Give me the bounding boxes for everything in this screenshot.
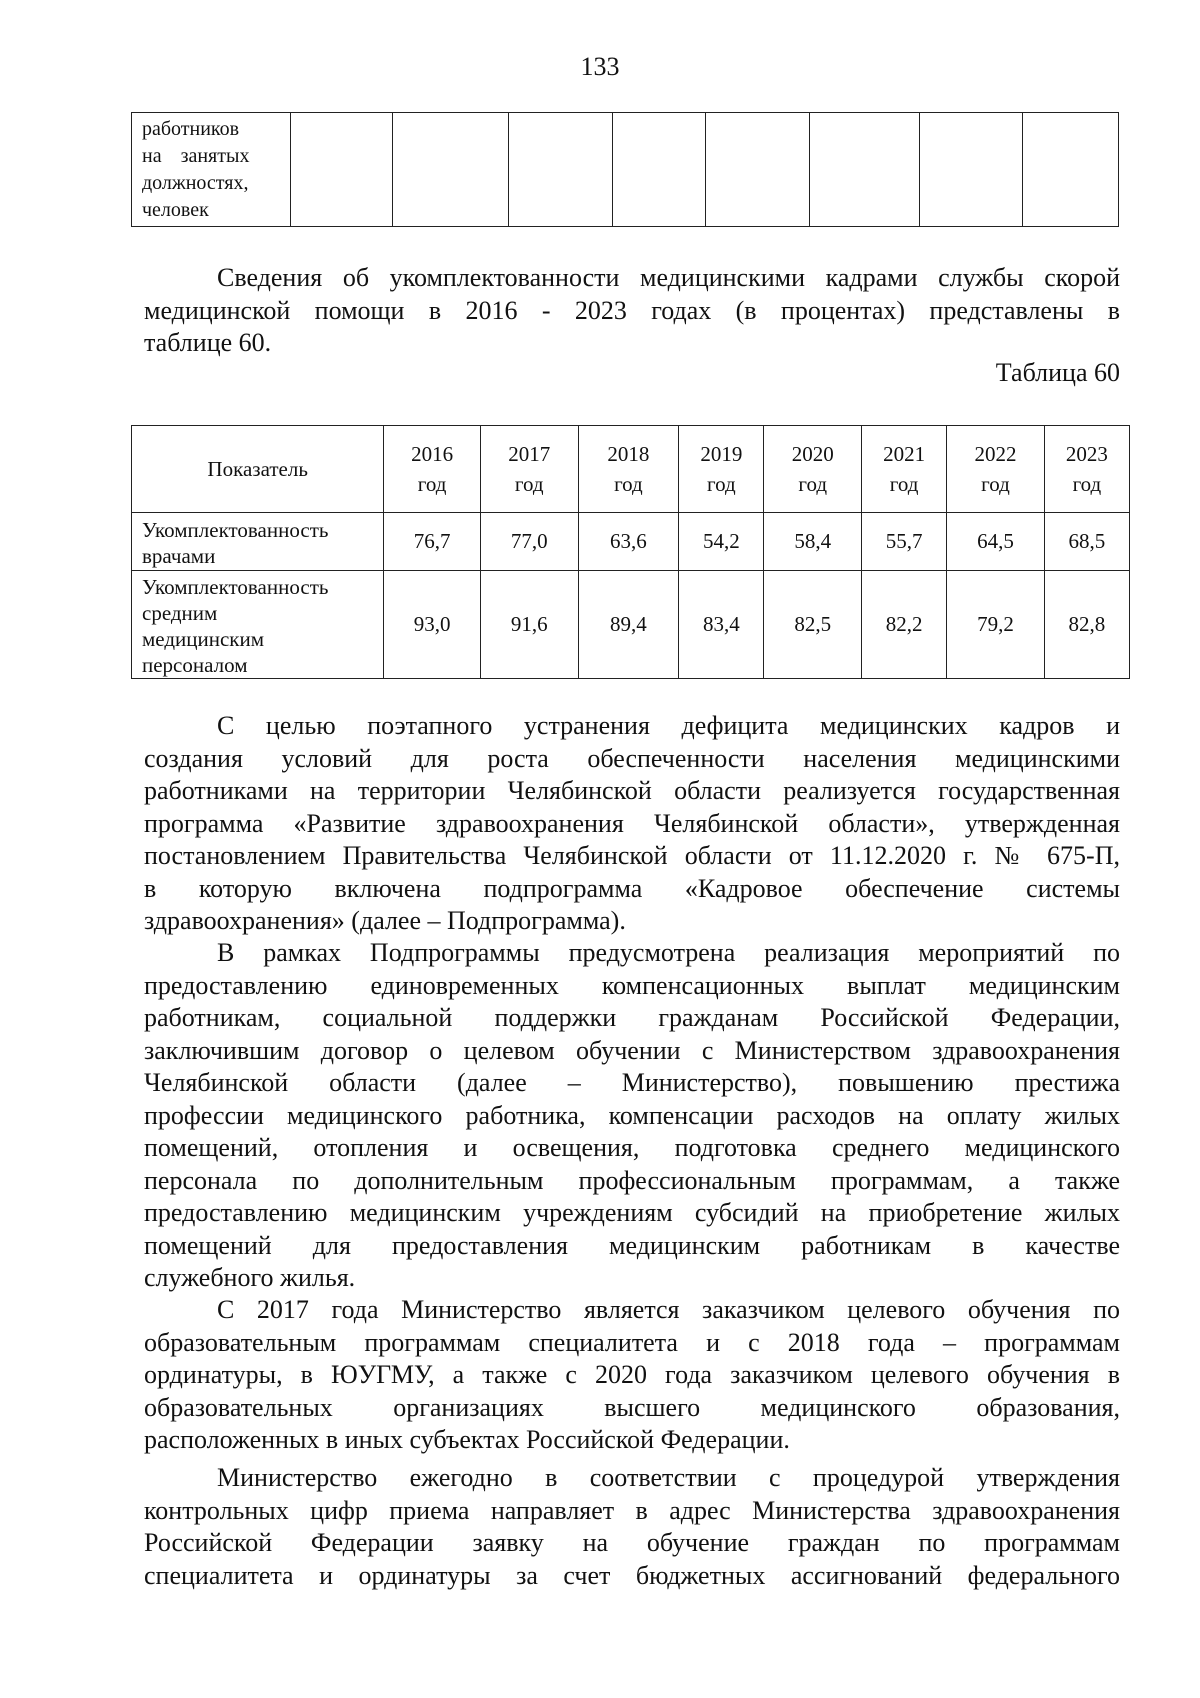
text-line: персонала по дополнительным профессиональным программам, а также	[144, 1165, 1120, 1195]
text-line: предоставлению медицинским учреждениям субсидий на приобретение жилых	[144, 1198, 1120, 1227]
header-year: 2023 год	[1044, 426, 1129, 513]
header-year: 2019 год	[679, 426, 764, 513]
value-cell: 54,2	[679, 513, 764, 571]
header-year: 2021 год	[862, 426, 947, 513]
value-cell: 82,5	[764, 571, 862, 679]
table-cell	[508, 113, 612, 227]
staffing-table	[131, 425, 1130, 679]
label-line: человек	[142, 199, 209, 221]
value-cell: 89,4	[578, 571, 679, 679]
text-line: Челябинской области (далее – Министерство), повышению престижа	[144, 1068, 1120, 1097]
table-row	[132, 513, 1130, 571]
table-cell	[920, 113, 1023, 227]
header-year: 2018 год	[578, 426, 679, 513]
intro-paragraph	[144, 262, 1120, 360]
text-line: постановлением Правительства Челябинской области от 11.12.2020 г. № 675-П,	[144, 841, 1120, 870]
text-line: Российской Федерации заявку на обучение граждан по программам	[144, 1528, 1120, 1557]
continued-table	[131, 112, 1119, 227]
header-year: 2020 год	[764, 426, 862, 513]
body-paragraph	[144, 710, 1120, 938]
label-line: на занятых	[142, 145, 250, 167]
table-cell	[706, 113, 810, 227]
text-line: работникам, социальной поддержки гражданам Российской Федерации,	[144, 1003, 1120, 1032]
text-line: Сведения об укомплектованности медицинскими кадрами службы скорой	[217, 263, 1120, 292]
table-cell	[612, 113, 706, 227]
text-line: помещений, отопления и освещения, подготовка среднего медицинского	[144, 1133, 1120, 1162]
indicator-cell: Укомплектованность средним медицинским персоналом	[132, 571, 384, 679]
value-cell: 58,4	[764, 513, 862, 571]
text-line: здравоохранения» (далее – Подпрограмма).	[144, 906, 626, 935]
indicator-cell: Укомплектованность врачами	[132, 513, 384, 571]
text-line: предоставлению единовременных компенсационных выплат медицинским	[144, 970, 1120, 1000]
value-cell: 82,2	[862, 571, 947, 679]
text-line: таблице 60.	[144, 328, 272, 357]
page-number: 133	[580, 52, 620, 81]
text-line: служебного жилья.	[144, 1263, 356, 1292]
table-cell	[810, 113, 920, 227]
text-line: С целью поэтапного устранения дефицита медицинских кадров и	[217, 711, 1120, 740]
text-line: контрольных цифр приема направляет в адрес Министерства здравоохранения	[144, 1495, 1120, 1525]
value-cell: 76,7	[384, 513, 481, 571]
table-header-row	[132, 426, 1130, 513]
text-line: С 2017 года Министерство является заказчиком целевого обучения по	[217, 1295, 1120, 1324]
value-cell: 77,0	[480, 513, 578, 571]
text-line: Министерство ежегодно в соответствии с процедурой утверждения	[217, 1463, 1120, 1492]
header-year: 2016 год	[384, 426, 481, 513]
text-line: создания условий для роста обеспеченности населения медицинскими	[144, 743, 1120, 773]
header-indicator: Показатель	[132, 426, 384, 513]
row-label-cell	[132, 113, 291, 227]
text-line: программа «Развитие здравоохранения Челябинской области», утвержденная	[144, 808, 1120, 838]
value-cell: 63,6	[578, 513, 679, 571]
text-line: заключившим договор о целевом обучении с Министерством здравоохранения	[144, 1035, 1120, 1065]
table-cell	[1022, 113, 1118, 227]
value-cell: 82,8	[1044, 571, 1129, 679]
body-paragraph	[144, 1294, 1120, 1457]
body-paragraph	[144, 937, 1120, 1295]
value-cell: 68,5	[1044, 513, 1129, 571]
text-line: специалитета и ординатуры за счет бюджетных ассигнований федерального	[144, 1560, 1120, 1590]
text-line: образовательных организациях высшего медицинского образования,	[144, 1392, 1120, 1422]
value-cell: 64,5	[947, 513, 1045, 571]
table-cell	[393, 113, 509, 227]
text-line: работниками на территории Челябинской области реализуется государственная	[144, 776, 1120, 805]
value-cell: 93,0	[384, 571, 481, 679]
header-year: 2017 год	[480, 426, 578, 513]
body-paragraph	[144, 1462, 1120, 1592]
table-caption: Таблица 60	[995, 358, 1120, 387]
text-line: образовательным программам специалитета и с 2018 года – программам	[144, 1327, 1120, 1357]
text-line: ординатуры, в ЮУГМУ, а также с 2020 года заказчиком целевого обучения в	[144, 1360, 1120, 1389]
text-line: помещений для предоставления медицинским работникам в качестве	[144, 1230, 1120, 1260]
label-line: должностях,	[142, 172, 249, 194]
text-line: расположенных в иных субъектах Российской Федерации.	[144, 1425, 790, 1454]
text-line: профессии медицинского работника, компенсации расходов на оплату жилых	[144, 1100, 1120, 1130]
label-line: работников	[142, 118, 240, 140]
value-cell: 91,6	[480, 571, 578, 679]
table-cell	[290, 113, 393, 227]
value-cell: 83,4	[679, 571, 764, 679]
value-cell: 79,2	[947, 571, 1045, 679]
text-line: В рамках Подпрограммы предусмотрена реализация мероприятий по	[217, 938, 1120, 967]
table-row	[132, 113, 1119, 227]
header-year: 2022 год	[947, 426, 1045, 513]
table-row	[132, 571, 1130, 679]
value-cell: 55,7	[862, 513, 947, 571]
text-line: медицинской помощи в 2016 - 2023 годах (в процентах) представлены в	[144, 295, 1120, 325]
text-line: в которую включена подпрограмма «Кадровое обеспечение системы	[144, 873, 1120, 903]
